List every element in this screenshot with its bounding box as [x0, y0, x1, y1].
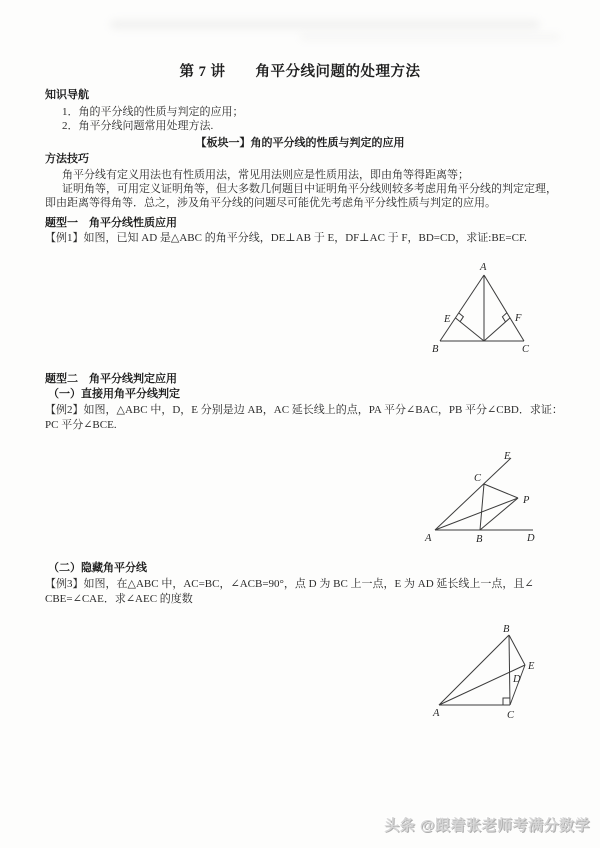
method-para-line: 角平分线有定义用法也有性质用法，常见用法则应是性质用法，即由角等得距离等；	[62, 169, 469, 181]
example1-text: 【例1】如图，已知 AD 是△ABC 的角平分线，DE⊥AB 于 E，DF⊥AC 于 F，BD=CD，求证:BE=CF.	[45, 232, 527, 244]
example3-text-line: CBE=∠CAE．求∠AEC 的度数	[45, 593, 193, 605]
segment-DE	[455, 318, 484, 341]
scan-artifact	[300, 34, 560, 40]
segment-BE	[509, 635, 525, 665]
vertex-label-F: F	[515, 313, 522, 324]
ray-ACE	[435, 458, 511, 530]
vertex-label-D: D	[513, 674, 521, 685]
method-heading: 方法技巧	[45, 153, 89, 165]
segment-AB	[440, 275, 484, 341]
watermark: 头条 @跟着张老师考满分数学	[384, 817, 590, 834]
example3-figure	[425, 622, 545, 722]
nav-item: 2．角平分线问题常用处理方法.	[62, 120, 214, 132]
vertex-label-A: A	[480, 262, 487, 273]
page-title: 第 7 讲 角平分线问题的处理方法	[179, 64, 421, 80]
vertex-label-E: E	[504, 451, 511, 462]
nav-heading: 知识导航	[45, 89, 89, 101]
vertex-label-C: C	[522, 344, 530, 355]
example3-text-line: 【例3】如图，在△ABC 中，AC=BC，∠ACB=90°，点 D 为 BC 上一点，E 为 AD 延长线上一点，且∠	[45, 578, 534, 590]
example2-figure	[420, 448, 550, 548]
segment-DF	[484, 318, 510, 341]
vertex-label-B: B	[432, 344, 439, 355]
topic2-heading: 题型二 角平分线判定应用	[45, 373, 177, 385]
segment-AC	[484, 275, 524, 341]
right-angle-mark-F	[502, 313, 507, 322]
vertex-label-C: C	[507, 710, 515, 721]
vertex-label-E: E	[444, 314, 451, 325]
vertex-label-E: E	[528, 661, 535, 672]
topic1-heading: 题型一 角平分线性质应用	[45, 217, 177, 229]
right-angle-mark-C	[503, 698, 510, 705]
right-angle-mark-E	[459, 313, 464, 322]
topic2-sub1-heading: （一）直接用角平分线判定	[48, 388, 180, 400]
topic2-sub2-heading: （二）隐藏角平分线	[48, 562, 147, 574]
segment-BP	[480, 498, 518, 530]
vertex-label-C: C	[474, 473, 482, 484]
vertex-label-P: P	[523, 495, 530, 506]
segment-BC	[509, 635, 510, 705]
scan-artifact	[110, 20, 540, 29]
vertex-label-D: D	[527, 533, 535, 544]
module1-heading: 【板块一】角的平分线的性质与判定的应用	[195, 137, 405, 149]
segment-AB	[439, 635, 509, 705]
nav-item: 1．角的平分线的性质与判定的应用；	[62, 106, 244, 118]
vertex-label-A: A	[433, 708, 440, 719]
vertex-label-A: A	[425, 533, 432, 544]
segment-CB	[480, 484, 484, 530]
segment-AP	[435, 498, 518, 530]
example1-figure	[405, 255, 555, 370]
vertex-label-B: B	[503, 624, 510, 635]
example2-text-line: 【例2】如图，△ABC 中，D，E 分别是边 AB，AC 延长线上的点，PA 平分∠BAC，PB 平分∠CBD．求证：	[45, 404, 563, 416]
method-para-line: 即由距离等得角等．总之，涉及角平分线的问题尽可能优先考虑角平分线性质与判定的应用。	[45, 197, 496, 209]
vertex-label-B: B	[476, 534, 483, 545]
example2-text-line: PC 平分∠BCE.	[45, 419, 117, 431]
method-para-line: 证明角等，可用定义证明角等，但大多数几何题目中证明角平分线则较多考虑用角平分线的判定定理，	[62, 183, 557, 195]
segment-CP	[484, 484, 518, 498]
